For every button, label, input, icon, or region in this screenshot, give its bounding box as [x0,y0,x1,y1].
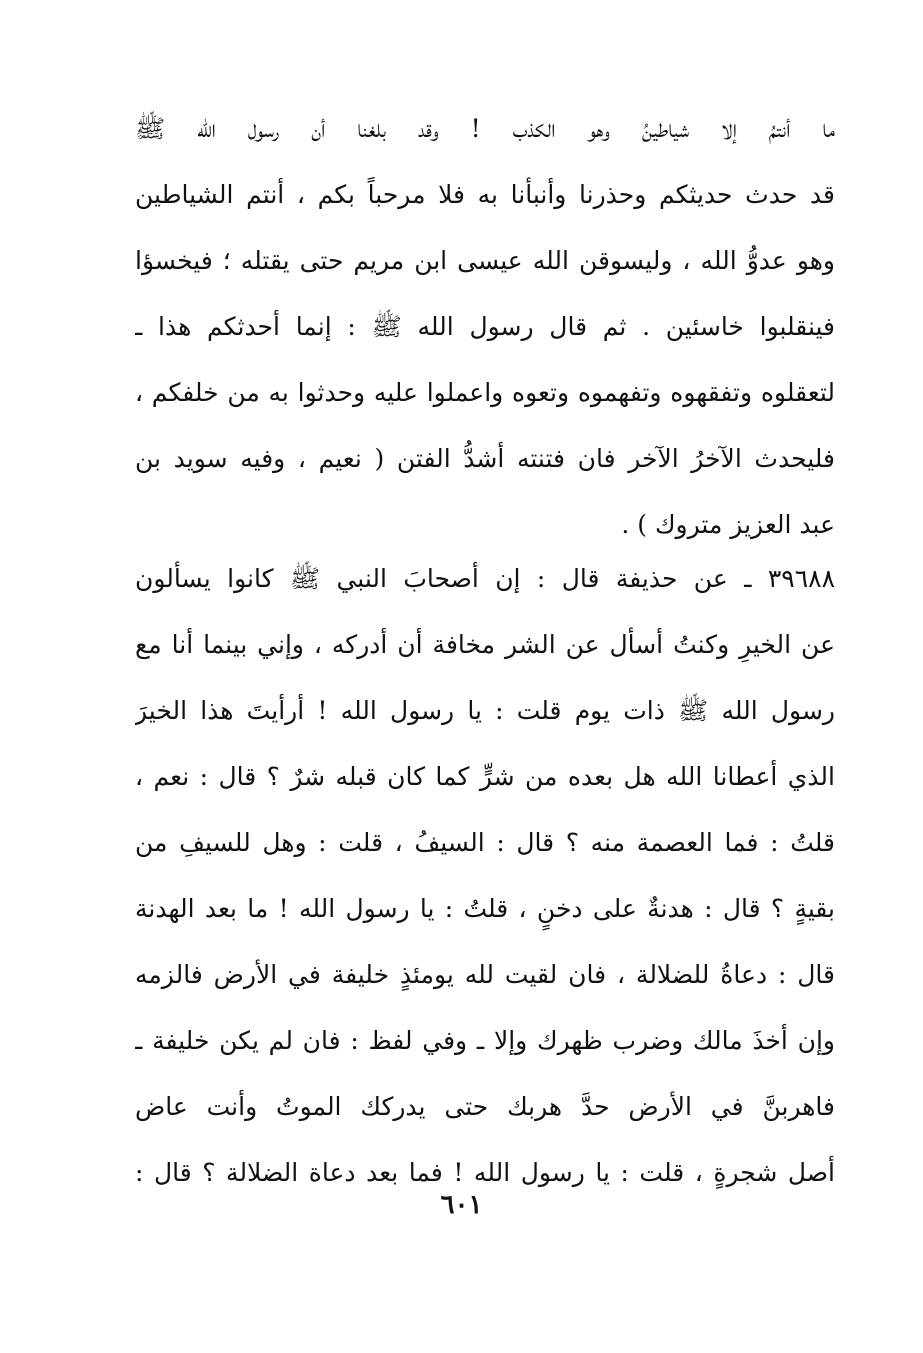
text-line: لتعقلوه وتفقهوه وتفهموه وتعوه واعملوا عليه وحدثوا به من خلفكم ، [135,378,835,407]
text-line: رسول الله ﷺ ذات يوم قلت : يا رسول الله ! أرأيتَ هذا الخيرَ [135,696,835,725]
text-line: فليحدث الآخرُ الآخر فان فتنته أشدُّ الفتن ( نعيم ، وفيه سويد بن [135,444,835,473]
text-line: فاهربنَّ في الأرض حدَّ هربك حتى يدركك الموتُ وأنت عاض [135,1092,835,1121]
text-line: قد حدث حديثكم وحذرنا وأنبأنا به فلا مرحباً بكم ، أنتم الشياطين [135,180,835,209]
paragraph-1 [135,96,835,558]
page-number: ٦٠١ [440,1190,483,1220]
text-line: ما أنتمُ إلا شياطينُ وهو الكذب ! وقد بلغنا أن رسول الله ﷺ [135,114,835,143]
text-line: وهو عدوُّ الله ، وليسوقن الله عيسى ابن مريم حتى يقتله ؛ فيخسؤا [135,246,835,275]
text-line: أصل شجرةٍ ، قلت : يا رسول الله ! فما بعد دعاة الضلالة ؟ قال : [135,1158,835,1187]
text-line: عبد العزيز متروك ) . [621,510,835,539]
text-line: وإن أخذَ مالك وضرب ظهرك وإلا ـ وفي لفظ : فان لم يكن خليفة ـ [135,1026,835,1055]
text-line: فينقلبوا خاسئين . ثم قال رسول الله ﷺ : إنما أحدثكم هذا ـ [135,312,835,341]
text-line: ٣٩٦٨٨ ـ عن حذيفة قال : إن أصحابَ النبي ﷺ كانوا يسألون [135,564,835,593]
text-line: عن الخيرِ وكنتُ أسأل عن الشر مخافة أن أدركه ، وإني بينما أنا مع [135,630,835,659]
paragraph-2 [135,546,835,1206]
text-line: قلتُ : فما العصمة منه ؟ قال : السيفُ ، قلت : وهل للسيفِ من [135,828,835,857]
text-line: قال : دعاةُ للضلالة ، فان لقيت لله يومئذٍ خليفة في الأرض فالزمه [135,960,835,989]
text-line: بقيةٍ ؟ قال : هدنةٌ على دخنٍ ، قلتُ : يا رسول الله ! ما بعد الهدنة [135,894,835,923]
text-line: الذي أعطانا الله هل بعده من شرٍّ كما كان قبله شرٌ ؟ قال : نعم ، [135,762,835,791]
